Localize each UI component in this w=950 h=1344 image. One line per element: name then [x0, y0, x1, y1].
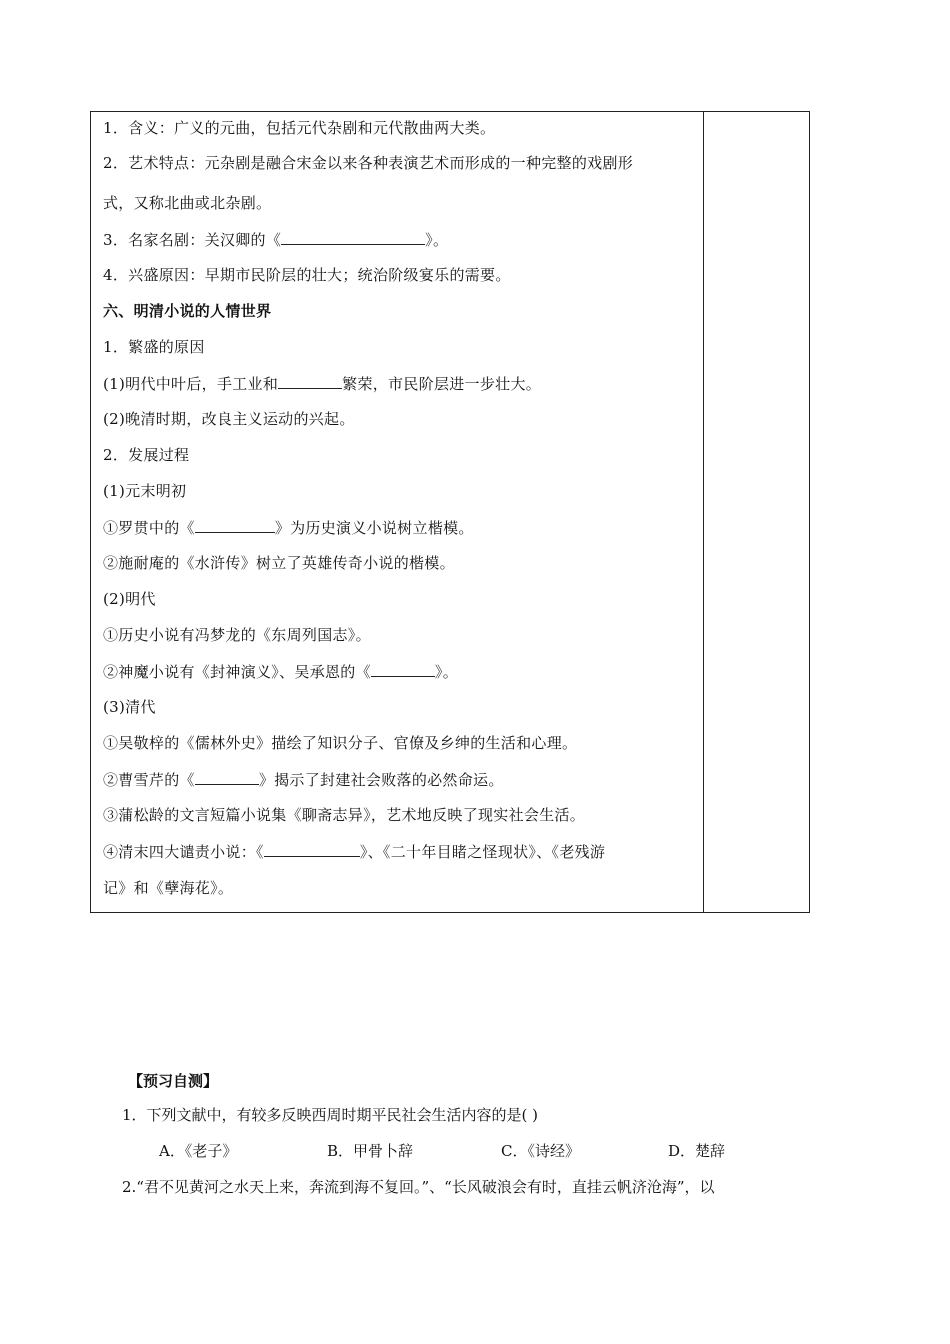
text-line: (3)清代 [103, 698, 156, 716]
quiz-option-d: D．楚辞 [668, 1142, 726, 1160]
fill-blank [371, 661, 435, 677]
text-line: ①历史小说有冯梦龙的《东周列国志》。 [103, 626, 371, 644]
text-line: 式，又称北曲或北杂剧。 [103, 194, 272, 212]
text-line: 2．发展过程 [103, 446, 190, 464]
section-heading: 六、明清小说的人情世界 [103, 302, 272, 320]
notes-table-side-column [703, 112, 704, 912]
fill-blank [195, 517, 275, 533]
fill-blank [281, 229, 425, 245]
quiz-option-a: A．《老子》 [159, 1142, 238, 1160]
text-line: ③蒲松龄的文言短篇小说集《聊斋志异》，艺术地反映了现实社会生活。 [103, 806, 586, 824]
text-line: 2．艺术特点：元杂剧是融合宋金以来各种表演艺术而形成的一种完整的戏剧形 [103, 154, 634, 172]
quiz-option-b: B．甲骨卜辞 [327, 1142, 414, 1160]
quiz-question-2: 2.“君不见黄河之水天上来，奔流到海不复回。”、“长风破浪会有时，直挂云帆济沧海”，以 [122, 1178, 715, 1196]
text-line: 4．兴盛原因：早期市民阶层的壮大；统治阶级宴乐的需要。 [103, 266, 511, 284]
text-line: (1)元末明初 [103, 482, 187, 500]
quiz-option-c: C．《诗经》 [501, 1142, 580, 1160]
notes-table [90, 111, 810, 913]
fill-blank [278, 373, 342, 389]
fill-blank [264, 841, 360, 857]
text-line: ②神魔小说有《封神演义》、吴承恩的《 》。 [103, 663, 459, 681]
text-line: (2)晚清时期，改良主义运动的兴起。 [103, 410, 355, 428]
text-line: 1．含义：广义的元曲，包括元代杂剧和元代散曲两大类。 [103, 119, 496, 137]
quiz-question-1: 1．下列文献中，有较多反映西周时期平民社会生活内容的是( ) [122, 1106, 539, 1124]
text-line: 1．繁盛的原因 [103, 338, 205, 356]
quiz-heading: 【预习自测】 [128, 1072, 219, 1090]
text-line: ②曹雪芹的《 》揭示了封建社会败落的必然命运。 [103, 771, 504, 789]
text-line: ①罗贯中的《 》为历史演义小说树立楷模。 [103, 519, 474, 537]
text-line: ④清末四大谴责小说：《 》、《二十年目睹之怪现状》、《老残游 [103, 843, 606, 861]
text-line: 记》和《孽海花》。 [103, 879, 234, 897]
text-line: (1)明代中叶后，手工业和 繁荣，市民阶层进一步壮大。 [103, 375, 542, 393]
text-line: (2)明代 [103, 590, 156, 608]
text-line: ①吴敬梓的《儒林外史》描绘了知识分子、官僚及乡绅的生活和心理。 [103, 734, 578, 752]
text-line: ②施耐庵的《水浒传》树立了英雄传奇小说的楷模。 [103, 554, 455, 572]
text-line: 3．名家名剧：关汉卿的《 》。 [103, 231, 449, 249]
fill-blank [195, 769, 259, 785]
